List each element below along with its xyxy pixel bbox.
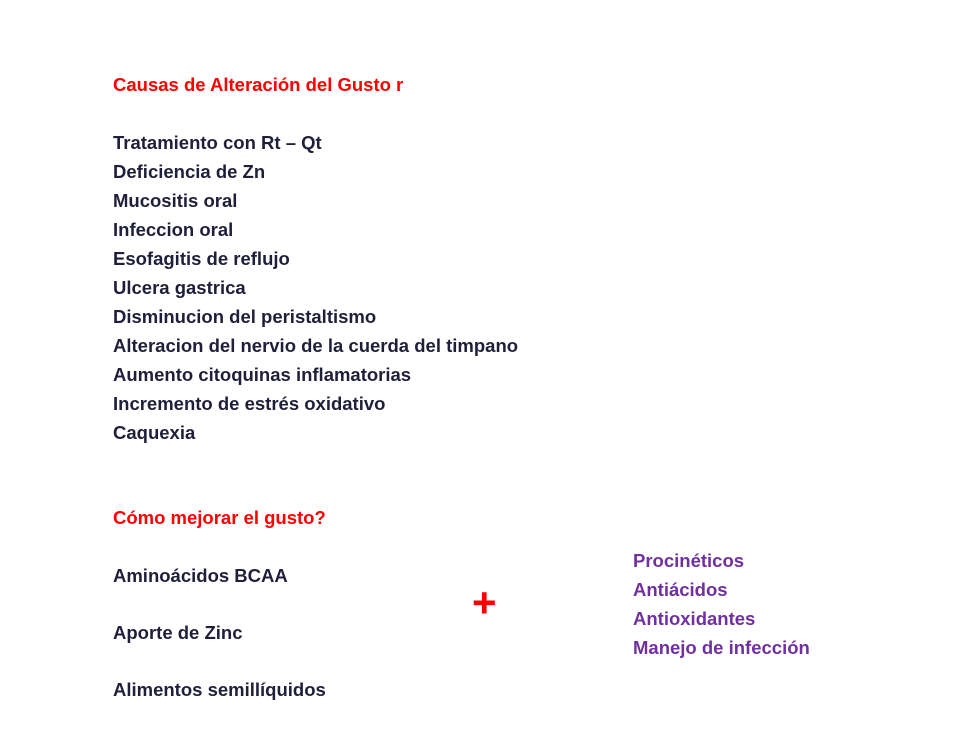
plus-sign: + <box>472 579 497 626</box>
improve-title: Cómo mejorar el gusto? <box>113 507 326 528</box>
causes-title: Causas de Alteración del Gusto r <box>113 74 404 95</box>
list-item: Alteracion del nervio de la cuerda del timpano <box>113 335 519 356</box>
list-item: Aumento citoquinas inflamatorias <box>113 364 412 385</box>
list-item: Infeccion oral <box>113 219 234 240</box>
list-item: Aminoácidos BCAA <box>113 565 288 586</box>
list-item: Aporte de Zinc <box>113 622 243 643</box>
list-item: Antioxidantes <box>633 608 756 629</box>
list-item: Antiácidos <box>633 579 728 600</box>
list-item: Procinéticos <box>633 550 745 571</box>
list-item: Ulcera gastrica <box>113 277 246 298</box>
list-item: Disminucion del peristaltismo <box>113 306 377 327</box>
improve-list <box>113 561 326 732</box>
extras-list <box>633 546 810 662</box>
list-item: Alimentos semillíquidos <box>113 679 326 700</box>
list-item: Caquexia <box>113 422 196 443</box>
list-item: Tratamiento con Rt – Qt <box>113 132 322 153</box>
list-item: Incremento de estrés oxidativo <box>113 393 386 414</box>
list-item: Esofagitis de reflujo <box>113 248 290 269</box>
list-item: Manejo de infección <box>633 637 810 658</box>
list-item: Mucositis oral <box>113 190 238 211</box>
causes-list <box>113 128 518 447</box>
list-item: Deficiencia de Zn <box>113 161 266 182</box>
